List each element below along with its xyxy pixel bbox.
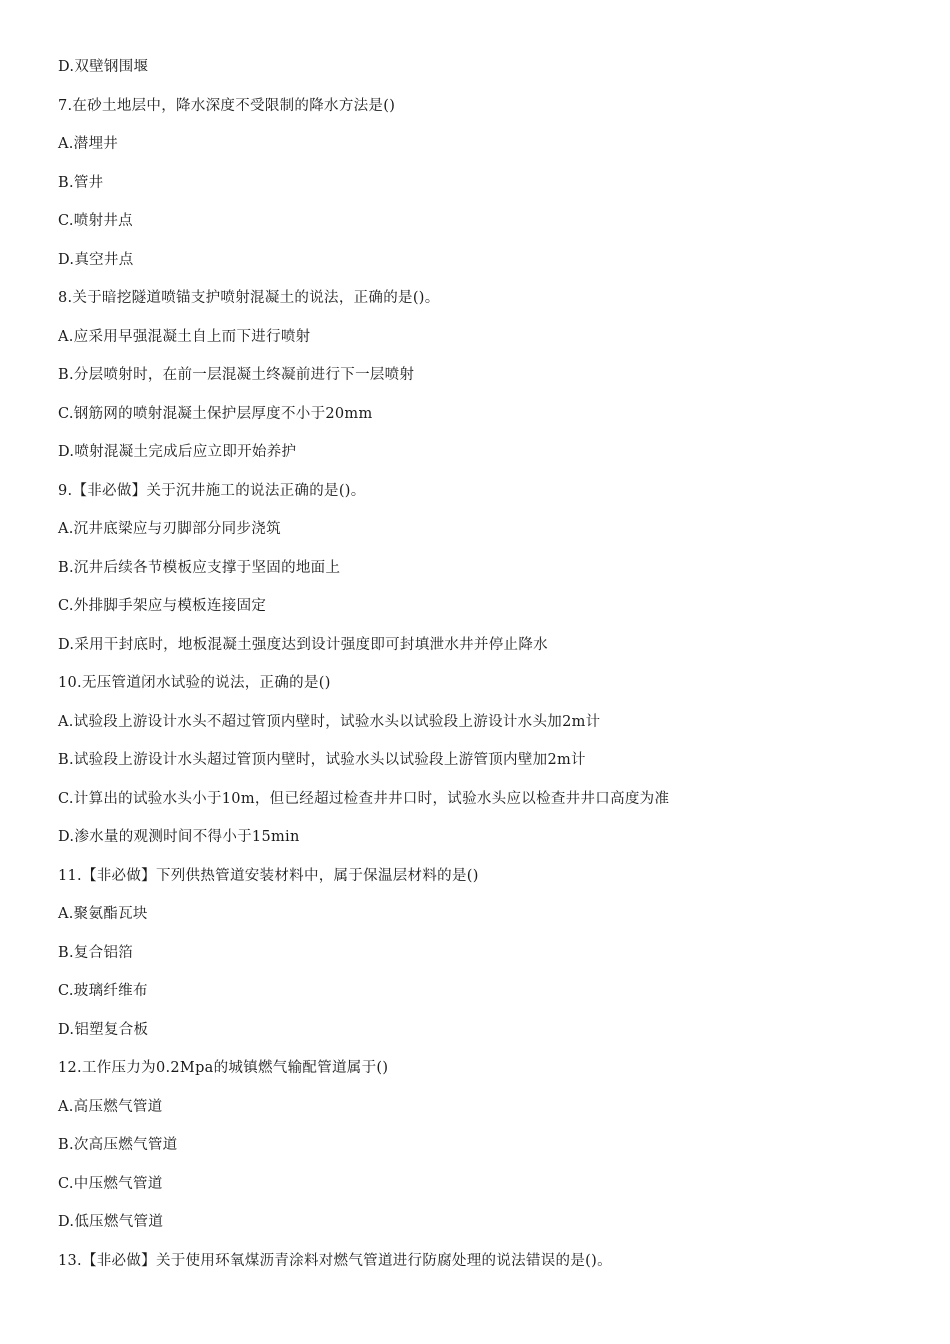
option-d-q8: D.喷射混凝土完成后应立即开始养护 (58, 444, 297, 460)
question-12: 12.工作压力为0.2Mpa的城镇燃气输配管道属于() (58, 1060, 389, 1076)
question-10: 10.无压管道闭水试验的说法，正确的是() (58, 675, 331, 691)
option-b-q8: B.分层喷射时，在前一层混凝土终凝前进行下一层喷射 (58, 367, 415, 383)
option-b-q12: B.次高压燃气管道 (58, 1137, 178, 1153)
option-d-q10: D.渗水量的观测时间不得小于15min (58, 829, 300, 845)
option-a-q11: A.聚氨酯瓦块 (58, 906, 148, 922)
question-8: 8.关于暗挖隧道喷锚支护喷射混凝土的说法，正确的是()。 (58, 290, 440, 306)
option-c-q12: C.中压燃气管道 (58, 1175, 163, 1192)
option-c-q7: C.喷射井点 (58, 213, 133, 229)
option-a-q8: A.应采用早强混凝土自上而下进行喷射 (58, 328, 311, 345)
question-11: 11.【非必做】下列供热管道安装材料中，属于保温层材料的是() (58, 867, 479, 884)
option-d-q12: D.低压燃气管道 (58, 1214, 164, 1230)
option-a-q12: A.高压燃气管道 (58, 1098, 163, 1115)
option-b-q11: B.复合铝箔 (58, 944, 134, 961)
option-d-q11: D.铝塑复合板 (58, 1021, 149, 1038)
option-c-q9: C.外排脚手架应与模板连接固定 (58, 598, 267, 614)
option-a-q7: A.潜埋井 (58, 136, 119, 152)
option-d-q6: D.双壁钢围堰 (58, 59, 149, 75)
option-c-q8: C.钢筋网的喷射混凝土保护层厚度不小于20mm (58, 405, 373, 422)
option-b-q10: B.试验段上游设计水头超过管顶内壁时，试验水头以试验段上游管顶内壁加2m计 (58, 752, 586, 768)
question-13: 13.【非必做】关于使用环氧煤沥青涂料对燃气管道进行防腐处理的说法错误的是()。 (58, 1252, 612, 1269)
option-a-q9: A.沉井底梁应与刃脚部分同步浇筑 (58, 521, 281, 537)
option-c-q10: C.计算出的试验水头小于10m，但已经超过检查井井口时，试验水头应以检查井井口高度为准 (58, 790, 670, 807)
document-page (58, 56, 918, 1288)
option-a-q10: A.试验段上游设计水头不超过管顶内壁时，试验水头以试验段上游设计水头加2m计 (58, 713, 601, 730)
option-b-q7: B.管井 (58, 174, 104, 191)
option-d-q7: D.真空井点 (58, 251, 134, 268)
option-d-q9: D.采用干封底时，地板混凝土强度达到设计强度即可封填泄水井并停止降水 (58, 636, 548, 653)
option-c-q11: C.玻璃纤维布 (58, 983, 148, 999)
option-b-q9: B.沉井后续各节模板应支撑于坚固的地面上 (58, 559, 341, 576)
question-7: 7.在砂土地层中，降水深度不受限制的降水方法是() (58, 97, 396, 114)
question-9: 9.【非必做】关于沉井施工的说法正确的是()。 (58, 482, 366, 499)
